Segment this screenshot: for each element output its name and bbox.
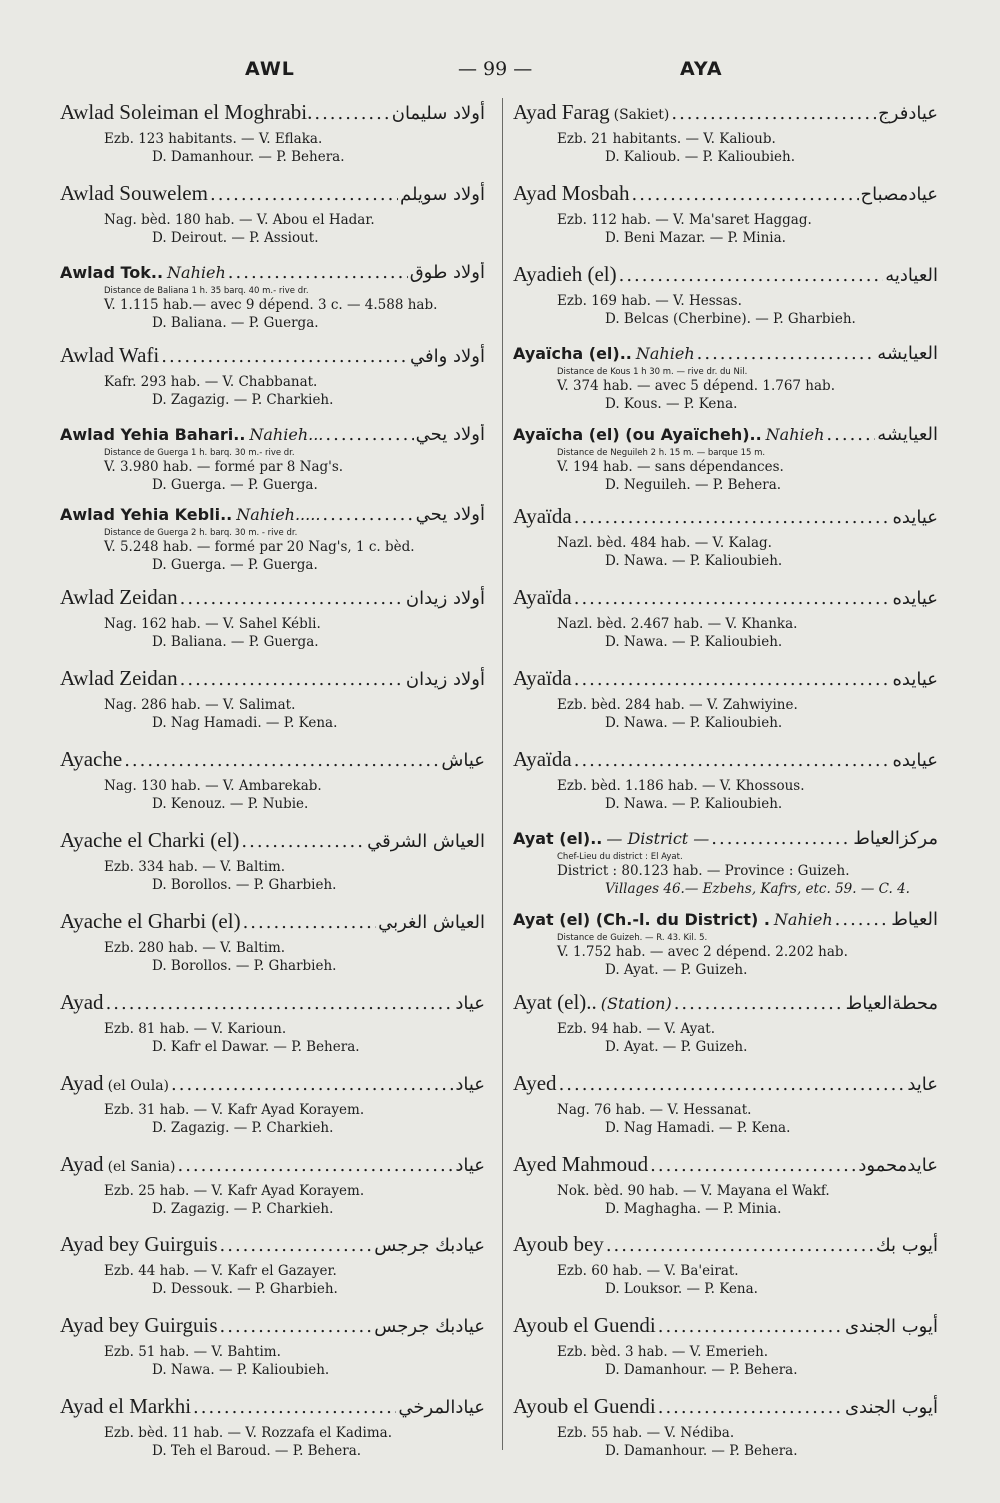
arabic-name: عيادبك جرجس [374,1235,485,1257]
arabic-name: عيايده [892,669,938,691]
place-name: Ayad Mosbah [513,180,630,205]
leader-dots [574,750,891,771]
gazetteer-entry [60,666,485,747]
leader-dots [619,265,884,286]
district-province-line: D. Ayat. — P. Guizeh. [605,1038,748,1055]
population-line: V. 3.980 hab. — formé par 8 Nag's. [104,458,344,475]
population-line: V. 374 hab. — avec 5 dépend. 1.767 hab. [557,377,835,394]
population-line: Nag. 162 hab. — V. Sahel Kébli. [104,616,321,633]
arabic-name: أولاد زيدان [405,669,485,691]
place-qualifier: (el Sania) [107,1158,176,1175]
gazetteer-entry [513,909,938,990]
entry-heading [60,1232,485,1262]
gazetteer-entry [60,1394,485,1475]
entry-heading [60,343,485,373]
gazetteer-entry [60,1232,485,1313]
arabic-name: أولاد زيدان [405,588,485,610]
population-line: Ezb. 169 hab. — V. Hessas. [557,292,742,309]
place-name: Ayat (el).. [513,989,597,1014]
leader-dots [220,1316,373,1337]
place-type: Nahieh..... [236,505,321,525]
district-province-line: D. Borollos. — P. Gharbieh. [152,957,337,974]
arabic-name: عياد [455,1154,485,1176]
entry-heading [513,585,938,615]
place-type: Nahieh [167,262,226,282]
gazetteer-entry [60,990,485,1071]
arabic-name: أيوب الجندى [844,1316,938,1338]
population-line: Ezb. 280 hab. — V. Baltim. [104,939,286,956]
entry-heading [513,990,938,1020]
population-line: Kafr. 293 hab. — V. Chabbanat. [104,373,318,390]
district-province-line: D. Nawa. — P. Kalioubieh. [605,553,783,570]
district-province-line: D. Damanhour. — P. Behera. [605,1443,798,1460]
district-province-line: D. Zagazig. — P. Charkieh. [152,1119,334,1136]
column-divider [502,98,503,1450]
place-name: Ayaïcha (el).. [513,343,632,363]
place-type: Nahieh [773,909,833,929]
entry-heading [513,1071,938,1101]
place-name: Awlad Wafi [60,342,160,367]
arabic-name: أولاد وافي [410,345,485,367]
leader-dots [180,588,404,609]
gazetteer-entry [513,1394,938,1475]
district-province-line: D. Baliana. — P. Guerga. [152,634,319,651]
population-line: Nag. 130 hab. — V. Ambarekab. [104,778,322,795]
entry-heading [60,585,485,615]
place-name: Ayad [60,989,104,1014]
place-name: Ayat (el).. [513,829,603,849]
gazetteer-entry [60,585,485,666]
place-name: Ayoub el Guendi [513,1313,656,1338]
leader-dots [325,424,413,445]
entry-heading [513,100,938,130]
arabic-name: عيايده [892,507,938,529]
district-province-line: D. Baliana. — P. Guerga. [152,314,319,331]
gazetteer-entry [60,504,485,585]
entry-heading [513,1394,938,1424]
arabic-name: العياط [891,908,938,930]
gazetteer-entry [60,262,485,343]
district-province-line: D. Zagazig. — P. Charkieh. [152,1200,334,1217]
arabic-name: أولاد يحي [415,423,485,445]
entry-heading [513,747,938,777]
gazetteer-entry [60,909,485,990]
gazetteer-entry [513,424,938,505]
arabic-name: العيايشه [877,423,938,445]
leader-dots [574,588,891,609]
entry-heading [60,100,485,130]
leader-dots [559,1074,906,1095]
leader-dots [574,669,891,690]
gazetteer-entry [60,1313,485,1394]
entry-heading [513,262,938,292]
arabic-name: عياش [441,750,485,772]
place-name: Awlad Zeidan [60,666,178,691]
entry-heading [60,990,485,1020]
entry-heading [60,909,485,939]
population-line: Ezb. 60 hab. — V. Ba'eirat. [557,1263,739,1280]
district-province-line: D. Teh el Baroud. — P. Behera. [152,1443,362,1460]
place-type: Nahieh [635,343,695,363]
population-line: Ezb. 21 habitants. — V. Kalioub. [557,131,776,147]
district-province-line: D. Nawa. — P. Kalioubieh. [605,715,783,732]
running-head-left: AWL [245,58,295,80]
district-province-line: D. Deirout. — P. Assiout. [152,229,319,246]
leader-dots [826,424,875,445]
population-line: Nag. 286 hab. — V. Salimat. [104,697,296,714]
place-name: Ayad bey Guirguis [60,1232,218,1257]
population-line: Ezb. 55 hab. — V. Nédiba. [557,1425,735,1442]
place-name: Ayache el Charki (el) [60,828,240,853]
district-province-line: D. Guerga. — P. Guerga. [152,476,318,493]
distance-note: Distance de Guerga 2 h. barq. 30 m. - rive dr. [104,528,298,539]
gazetteer-entry [60,1152,485,1233]
gazetteer-entry [60,747,485,828]
distance-note: Chef-Lieu du district : El Ayat. [557,852,683,863]
leader-dots [606,1235,874,1256]
place-name: Ayaïda [513,666,572,691]
gazetteer-entry [60,1071,485,1152]
leader-dots [220,1235,373,1256]
leader-dots [228,262,408,283]
gazetteer-entry [513,585,938,666]
gazetteer-entry [513,181,938,262]
arabic-name: عيادبك جرجس [374,1316,485,1338]
entry-heading [513,181,938,211]
arabic-name: عيايده [892,750,938,772]
place-name: Ayaïda [513,585,572,610]
leader-dots [674,993,844,1014]
leader-dots [124,750,439,771]
place-name: Ayed Mahmoud [513,1151,649,1176]
arabic-name: أولاد سويلم [399,183,485,205]
gazetteer-entry [513,666,938,747]
place-name: Ayad el Markhi [60,1394,192,1419]
leader-dots [314,103,389,124]
place-name: Ayache [60,747,123,772]
population-line: Nag. 76 hab. — V. Hessanat. [557,1101,752,1118]
arabic-name: أولاد سليمان [391,103,485,124]
district-province-line: D. Neguileh. — P. Behera. [605,476,782,493]
arabic-name: عيادفرج [878,103,938,124]
place-name: Ayat (el) (Ch.-l. du District) . [513,909,770,929]
population-line: Ezb. bèd. 11 hab. — V. Rozzafa el Kadima. [104,1425,392,1442]
arabic-name: أيوب الجندى [844,1397,938,1419]
population-line: Ezb. 51 hab. — V. Bahtim. [104,1344,281,1361]
place-type: Nahieh [765,424,825,444]
right-column [513,100,938,1475]
place-name: Ayoub el Guendi [513,1394,656,1419]
gazetteer-entry [513,747,938,828]
district-province-line: D. Kalioub. — P. Kalioubieh. [605,149,795,165]
entry-heading [60,1313,485,1343]
population-line: Nazl. bèd. 2.467 hab. — V. Khanka. [557,616,798,633]
population-line: Nag. bèd. 180 hab. — V. Abou el Hadar. [104,211,375,228]
entry-heading [60,1071,485,1101]
place-name: Ayaïda [513,504,572,529]
population-line: Ezb. 81 hab. — V. Karioun. [104,1020,287,1037]
place-name: Awlad Zeidan [60,585,178,610]
gazetteer-entry [513,1313,938,1394]
leader-dots [243,912,377,933]
gazetteer-entry [513,100,938,181]
population-line: Ezb. bèd. 284 hab. — V. Zahwiyine. [557,697,798,714]
district-province-line: D. Damanhour. — P. Behera. [605,1362,798,1379]
arabic-name: عيايده [892,588,938,610]
place-type: Nahieh... [249,424,324,444]
entry-heading [60,1152,485,1182]
district-province-line: D. Maghagha. — P. Minia. [605,1200,782,1217]
place-type: — District — [606,829,710,849]
entry-heading [513,504,938,534]
entry-heading [513,1232,938,1262]
place-qualifier: (el Oula) [107,1077,170,1094]
gazetteer-entry [513,1071,938,1152]
arabic-name: عياد [455,1073,485,1095]
district-province-line: D. Belcas (Cherbine). — P. Gharbieh. [605,310,856,327]
district-province-line: D. Ayat. — P. Guizeh. [605,961,748,978]
district-province-line: D. Kous. — P. Kena. [605,395,738,412]
place-name: Ayed [513,1070,557,1095]
leader-dots [106,993,454,1014]
page-number: — 99 — [458,58,533,80]
place-name: Ayache el Gharbi (el) [60,908,241,933]
place-name: Awlad Soleiman el Moghrabi. [60,100,313,124]
villages-line: Villages 46.— Ezbehs, Kafrs, etc. 59. — C. 4. [605,881,910,898]
district-province-line: D. Guerga. — P. Guerga. [152,557,318,574]
place-name: Ayad [60,1070,104,1095]
population-line: Ezb. 334 hab. — V. Baltim. [104,859,286,876]
distance-note: Distance de Neguileh 2 h. 15 m. — barque 15 m. [557,447,766,458]
distance-note: Distance de Guizeh. — R. 43. Kil. 5. [557,932,708,943]
entry-heading [60,1394,485,1424]
district-province-line: D. Kafr el Dawar. — P. Behera. [152,1038,360,1055]
leader-dots [180,669,404,690]
place-name: Awlad Tok.. [60,262,164,282]
place-name: Awlad Souwelem [60,180,208,205]
district-province-line: D. Nag Hamadi. — P. Kena. [152,715,338,732]
arabic-name: العياديه [885,264,938,286]
gazetteer-entry [513,990,938,1071]
arabic-name: عايدمحمود [858,1154,938,1176]
distance-note: Distance de Guerga 1 h. barq. 30 m.- rive dr. [104,447,295,458]
district-province-line: D. Kenouz. — P. Nubie. [152,796,309,813]
place-name: Awlad Yehia Kebli.. [60,505,233,525]
leader-dots [171,1074,453,1095]
entry-heading [513,666,938,696]
gazetteer-entry [513,1232,938,1313]
district-province-line: D. Louksor. — P. Kena. [605,1281,758,1298]
gazetteer-entry [60,100,485,181]
running-head-right: AYA [680,58,723,80]
leader-dots [658,1397,843,1418]
district-province-line: D. Nawa. — P. Kalioubieh. [152,1362,330,1379]
population-line: V. 1.115 hab.— avec 9 dépend. 3 c. — 4.588 hab. [104,296,438,313]
population-line: Ezb. bèd. 3 hab. — V. Emerieh. [557,1344,769,1361]
entry-heading [60,666,485,696]
leader-dots [711,828,851,849]
district-province-line: D. Zagazig. — P. Charkieh. [152,391,334,408]
arabic-name: مركزالعياط [853,828,938,850]
leader-dots [658,1316,843,1337]
leader-dots [193,1397,396,1418]
leader-dots [322,504,413,525]
arabic-name: عايد [907,1073,938,1095]
population-line: Ezb. 44 hab. — V. Kafr el Gazayer. [104,1263,337,1280]
entry-heading [513,1313,938,1343]
population-line: V. 5.248 hab. — formé par 20 Nag's, 1 c. bèd. [104,539,415,556]
leader-dots [671,103,876,124]
gazetteer-entry [60,343,485,424]
population-line: Ezb. 112 hab. — V. Ma'saret Haggag. [557,211,812,228]
gazetteer-entry [513,1152,938,1233]
leader-dots [835,909,890,930]
leader-dots [650,1155,856,1176]
population-line: V. 1.752 hab. — avec 2 dépend. 2.202 hab. [557,943,848,960]
arabic-name: العياش الغربي [378,911,485,933]
arabic-name: عيادالمرخي [398,1397,485,1419]
entry-heading [60,181,485,211]
population-line: District : 80.123 hab. — Province : Guizeh. [557,863,850,880]
entry-heading [513,1152,938,1182]
leader-dots [631,184,858,205]
place-type: (Station) [600,993,672,1013]
gazetteer-entry [60,828,485,909]
district-province-line: D. Nawa. — P. Kalioubieh. [605,796,783,813]
gazetteer-entry [513,828,938,909]
district-province-line: D. Nawa. — P. Kalioubieh. [605,634,783,651]
population-line: Ezb. bèd. 1.186 hab. — V. Khossous. [557,778,805,795]
gazetteer-entry [60,181,485,262]
population-line: V. 194 hab. — sans dépendances. [557,458,784,475]
left-column [60,100,485,1475]
place-name: Ayad [60,1151,104,1176]
distance-note: Distance de Kous 1 h 30 m. — rive dr. du Nil. [557,366,748,377]
entry-heading [60,828,485,858]
arabic-name: أيوب بك [875,1235,938,1257]
gazetteer-entry [513,504,938,585]
place-name: Ayaïcha (el) (ou Ayaïcheh).. [513,424,762,444]
arabic-name: أولاد يحي [415,504,485,526]
arabic-name: أولاد طوق [409,261,485,283]
district-province-line: D. Dessouk. — P. Gharbieh. [152,1281,338,1298]
population-line: Ezb. 31 hab. — V. Kafr Ayad Korayem. [104,1101,365,1118]
place-qualifier: (Sakiet) [613,107,670,123]
population-line: Ezb. 94 hab. — V. Ayat. [557,1020,715,1037]
arabic-name: العياش الشرقي [367,831,485,853]
arabic-name: محطةالعياط [845,992,938,1014]
leader-dots [210,184,398,205]
leader-dots [177,1155,453,1176]
place-name: Ayad bey Guirguis [60,1313,218,1338]
population-line: Nok. bèd. 90 hab. — V. Mayana el Wakf. [557,1182,830,1199]
gazetteer-entry [60,424,485,505]
leader-dots [241,831,365,852]
arabic-name: عيادمصباح [860,183,938,205]
gazetteer-entry [513,343,938,424]
page-header [0,58,1000,88]
leader-dots [697,343,876,364]
gazetteer-entry [513,262,938,343]
arabic-name: العيايشه [877,342,938,364]
district-province-line: D. Beni Mazar. — P. Minia. [605,229,786,246]
place-name: Awlad Yehia Bahari.. [60,424,246,444]
place-name: Ayadieh (el) [513,261,617,286]
population-line: Ezb. 123 habitants. — V. Eflaka. [104,131,323,147]
distance-note: Distance de Baliana 1 h. 35 barq. 40 m.- rive dr. [104,285,309,296]
entry-heading [60,747,485,777]
arabic-name: عياد [455,992,485,1014]
population-line: Nazl. bèd. 484 hab. — V. Kalag. [557,535,772,552]
population-line: Ezb. 25 hab. — V. Kafr Ayad Korayem. [104,1182,365,1199]
place-name: Ayad Farag [513,100,610,124]
leader-dots [161,346,408,367]
district-province-line: D. Borollos. — P. Gharbieh. [152,877,337,894]
place-name: Ayaïda [513,747,572,772]
district-province-line: D. Damanhour. — P. Behera. [152,149,345,165]
district-province-line: D. Nag Hamadi. — P. Kena. [605,1119,791,1136]
place-name: Ayoub bey [513,1232,604,1257]
leader-dots [574,507,891,528]
